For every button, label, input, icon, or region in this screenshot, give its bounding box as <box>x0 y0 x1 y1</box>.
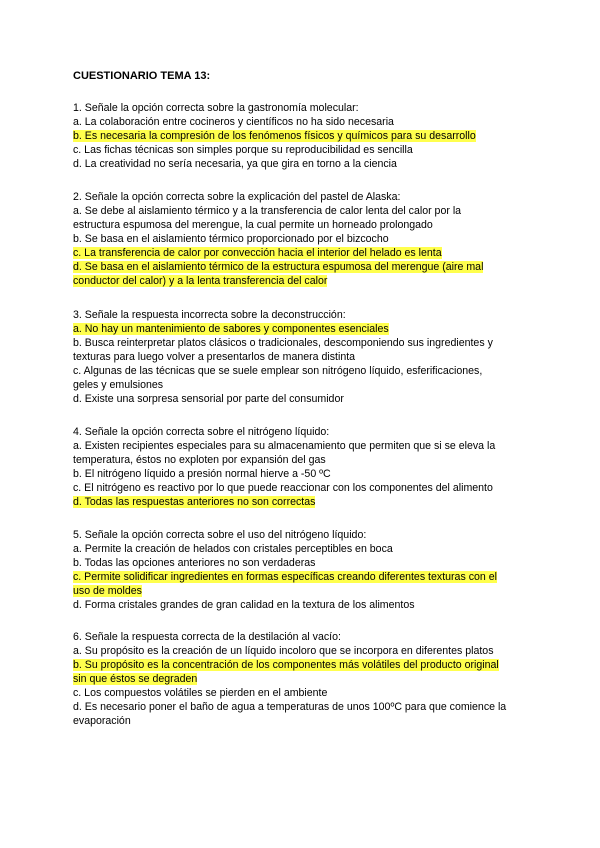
question-3-option-b-cont: texturas para luego volver a presentarlos de manera distinta <box>73 351 356 363</box>
question-6-option-c: c. Los compuestos volátiles se pierden en el ambiente <box>73 687 328 699</box>
question-2-option-d-cont: conductor del calor) y a la lenta transferencia del calor <box>73 275 328 287</box>
question-6-option-a: a. Su propósito es la creación de un líquido incoloro que se incorpora en diferentes platos <box>73 645 494 657</box>
question-5-option-c-cont: uso de moldes <box>73 585 142 597</box>
question-3-option-d: d. Existe una sorpresa sensorial por parte del consumidor <box>73 393 344 405</box>
question-4-option-d: d. Todas las respuestas anteriores no son correctas <box>73 496 316 508</box>
question-3 <box>73 308 533 406</box>
question-2-option-d: d. Se basa en el aislamiento térmico de la estructura espumosa del merengue (aire mal <box>73 261 484 273</box>
question-1 <box>73 101 533 171</box>
question-2 <box>73 190 533 288</box>
question-3-option-b: b. Busca reinterpretar platos clásicos o tradicionales, descomponiendo sus ingredientes y <box>73 337 493 349</box>
question-5 <box>73 528 533 612</box>
question-4-option-c: c. El nitrógeno es reactivo por lo que puede reaccionar con los componentes del alimento <box>73 482 493 494</box>
document-title: CUESTIONARIO TEMA 13: <box>73 70 211 82</box>
question-4 <box>73 425 533 509</box>
question-3-option-c-cont: geles y emulsiones <box>73 379 164 391</box>
question-5-option-a: a. Permite la creación de helados con cristales perceptibles en boca <box>73 543 393 555</box>
question-5-option-d: d. Forma cristales grandes de gran calidad en la textura de los alimentos <box>73 599 415 611</box>
question-6-option-d-cont: evaporación <box>73 715 131 727</box>
question-1-line-1: 1. Señale la opción correcta sobre la gastronomía molecular: <box>73 102 359 114</box>
question-6-line-1: 6. Señale la respuesta correcta de la destilación al vacío: <box>73 631 341 643</box>
question-2-option-c: c. La transferencia de calor por convección hacia el interior del helado es lenta <box>73 247 442 259</box>
question-2-line-1: 2. Señale la opción correcta sobre la explicación del pastel de Alaska: <box>73 191 401 203</box>
question-5-option-c: c. Permite solidificar ingredientes en formas específicas creando diferentes texturas con el <box>73 571 497 583</box>
question-1-option-b: b. Es necesaria la compresión de los fenómenos físicos y químicos para su desarrollo <box>73 130 476 142</box>
question-4-option-a-cont: temperatura, éstos no exploten por expansión del gas <box>73 454 326 466</box>
question-1-option-c: c. Las fichas técnicas son simples porque su reproducibilidad es sencilla <box>73 144 413 156</box>
question-5-line-1: 5. Señale la opción correcta sobre el uso del nitrógeno líquido: <box>73 529 367 541</box>
question-6 <box>73 630 533 728</box>
question-2-option-b: b. Se basa en el aislamiento térmico proporcionado por el bizcocho <box>73 233 389 245</box>
question-3-option-a: a. No hay un mantenimiento de sabores y componentes esenciales <box>73 323 389 335</box>
question-1-option-a: a. La colaboración entre cocineros y científicos no ha sido necesaria <box>73 116 394 128</box>
question-4-option-b: b. El nitrógeno líquido a presión normal hierve a -50 ºC <box>73 468 331 480</box>
question-2-option-a: a. Se debe al aislamiento térmico y a la transferencia de calor lenta del calor por la <box>73 205 462 217</box>
question-4-option-a: a. Existen recipientes especiales para su almacenamiento que permiten que si se eleva la <box>73 440 496 452</box>
question-3-line-1: 3. Señale la respuesta incorrecta sobre la deconstrucción: <box>73 309 346 321</box>
question-5-option-b: b. Todas las opciones anteriores no son verdaderas <box>73 557 316 569</box>
question-6-option-b: b. Su propósito es la concentración de los componentes más volátiles del producto original <box>73 659 499 671</box>
question-1-option-d: d. La creatividad no sería necesaria, ya que gira en torno a la ciencia <box>73 158 397 170</box>
question-2-option-a-cont: estructura espumosa del merengue, la cual permite un horneado prolongado <box>73 219 433 231</box>
question-3-option-c: c. Algunas de las técnicas que se suele emplear son nitrógeno líquido, esferificaciones, <box>73 365 483 377</box>
question-6-option-b-cont: sin que éstos se degraden <box>73 673 198 685</box>
question-4-line-1: 4. Señale la opción correcta sobre el nitrógeno líquido: <box>73 426 330 438</box>
question-6-option-d: d. Es necesario poner el baño de agua a temperaturas de unos 100ºC para que comience la <box>73 701 507 713</box>
